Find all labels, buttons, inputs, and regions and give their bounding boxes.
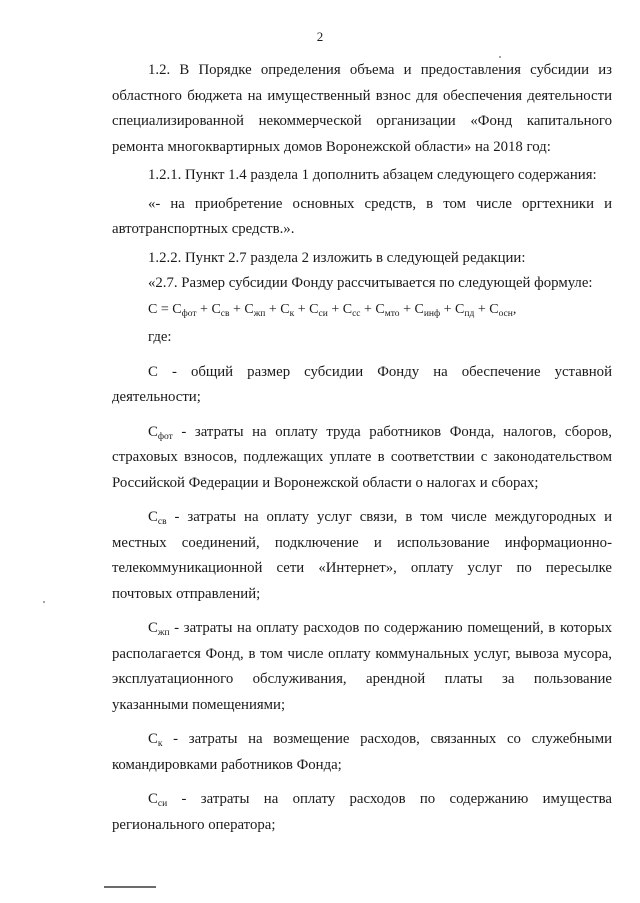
formula-symbol: $С_{жп}$: [148, 620, 170, 638]
formula-symbol: $С_{фот}$: [148, 423, 173, 442]
definition-paragraph: [112, 420, 612, 497]
definition-paragraph: [112, 616, 612, 718]
formula-symbol: $С_{си}$: [148, 791, 168, 809]
page-number: 2: [316, 29, 324, 44]
formula-symbol: $С_к$: [148, 731, 163, 749]
definition-text: - затраты на оплату расходов по содержанию помещений, в которых располагается Фонд, в том числе оплату коммунальных услуг, вывоза мусора, эксплуатационного обслуживания, арендной платы за пользование указанными помещениями;: [112, 620, 612, 713]
formula-symbol: $С_{св}$: [148, 509, 167, 527]
definition-paragraph: [112, 787, 612, 838]
item-1-2-1-paragraph: 1.2.1. Пункт 1.4 раздела 1 дополнить абзацем следующего содержания:: [148, 167, 597, 183]
definition-paragraph: [112, 360, 612, 411]
scan-speck: [499, 56, 501, 58]
definitions-list: [112, 360, 612, 839]
where-label: где:: [148, 329, 172, 345]
formula-symbol: С: [148, 363, 158, 380]
section-1-2-paragraph: 1.2. В Порядке определения объема и предоставления субсидии из областного бюджета на имущественный взнос для обеспечения деятельности специализированной некоммерческой организации «Фонд капитального ремонта многоквартирных домов Воронежской области» на 2018 год:: [112, 62, 612, 155]
formula-symbol: $С_{пд}$: [455, 301, 475, 319]
definition-text: - затраты на оплату труда работников Фонда, налогов, сборов, страховых взносов, подлежащих уплате в соответствии с законодательством Российской Федерации и Воронежской области о налогах и сборах;: [112, 423, 612, 491]
formula-symbol: $С_к$: [280, 301, 295, 319]
document-body: [112, 58, 612, 838]
formula-symbol: $С_{осн}$: [489, 301, 513, 319]
definition-text: - затраты на оплату услуг связи, в том числе междугородных и местных соединений, подключение и использование информационно-телекоммуникационной сети «Интернет», оплату услуг по пересылке почтовых отправлений;: [112, 509, 612, 602]
subsidy-formula: $С = С_{фот} + С_{св} + С_{жп} + С_к + С_{си} + С_{сс} + С_{мто} + С_{инф} + С_{пд} + С_{осн}$,: [148, 301, 517, 319]
formula-symbol: $С_{мто}$: [375, 301, 400, 319]
formula-symbol: $С_{сс}$: [342, 301, 361, 319]
definition-text: - затраты на оплату расходов по содержанию имущества регионального оператора;: [112, 791, 612, 833]
definition-paragraph: [112, 727, 612, 778]
formula-symbol: $С_{си}$: [309, 301, 328, 319]
scan-mark: [104, 886, 156, 888]
formula-symbol: $С_{фот}$: [172, 301, 197, 319]
formula-symbol: $С_{св}$: [211, 301, 230, 319]
formula-symbol: С: [148, 301, 158, 317]
formula-symbol: $С_{жп}$: [244, 301, 266, 319]
quote-1-4-paragraph: «- на приобретение основных средств, в том числе оргтехники и автотранспортных средств.».: [112, 195, 612, 237]
definition-text: - затраты на возмещение расходов, связанных со служебными командировками работников Фонда;: [112, 731, 612, 773]
definition-text: - общий размер субсидии Фонду на обеспечение уставной деятельности;: [112, 363, 612, 405]
definition-paragraph: [112, 505, 612, 607]
item-1-2-2-paragraph: 1.2.2. Пункт 2.7 раздела 2 изложить в следующей редакции:: [148, 249, 526, 266]
point-2-7-paragraph: «2.7. Размер субсидии Фонду рассчитывается по следующей формуле:: [148, 275, 593, 291]
formula-symbol: $С_{инф}$: [414, 301, 441, 319]
scan-speck: [43, 601, 45, 603]
